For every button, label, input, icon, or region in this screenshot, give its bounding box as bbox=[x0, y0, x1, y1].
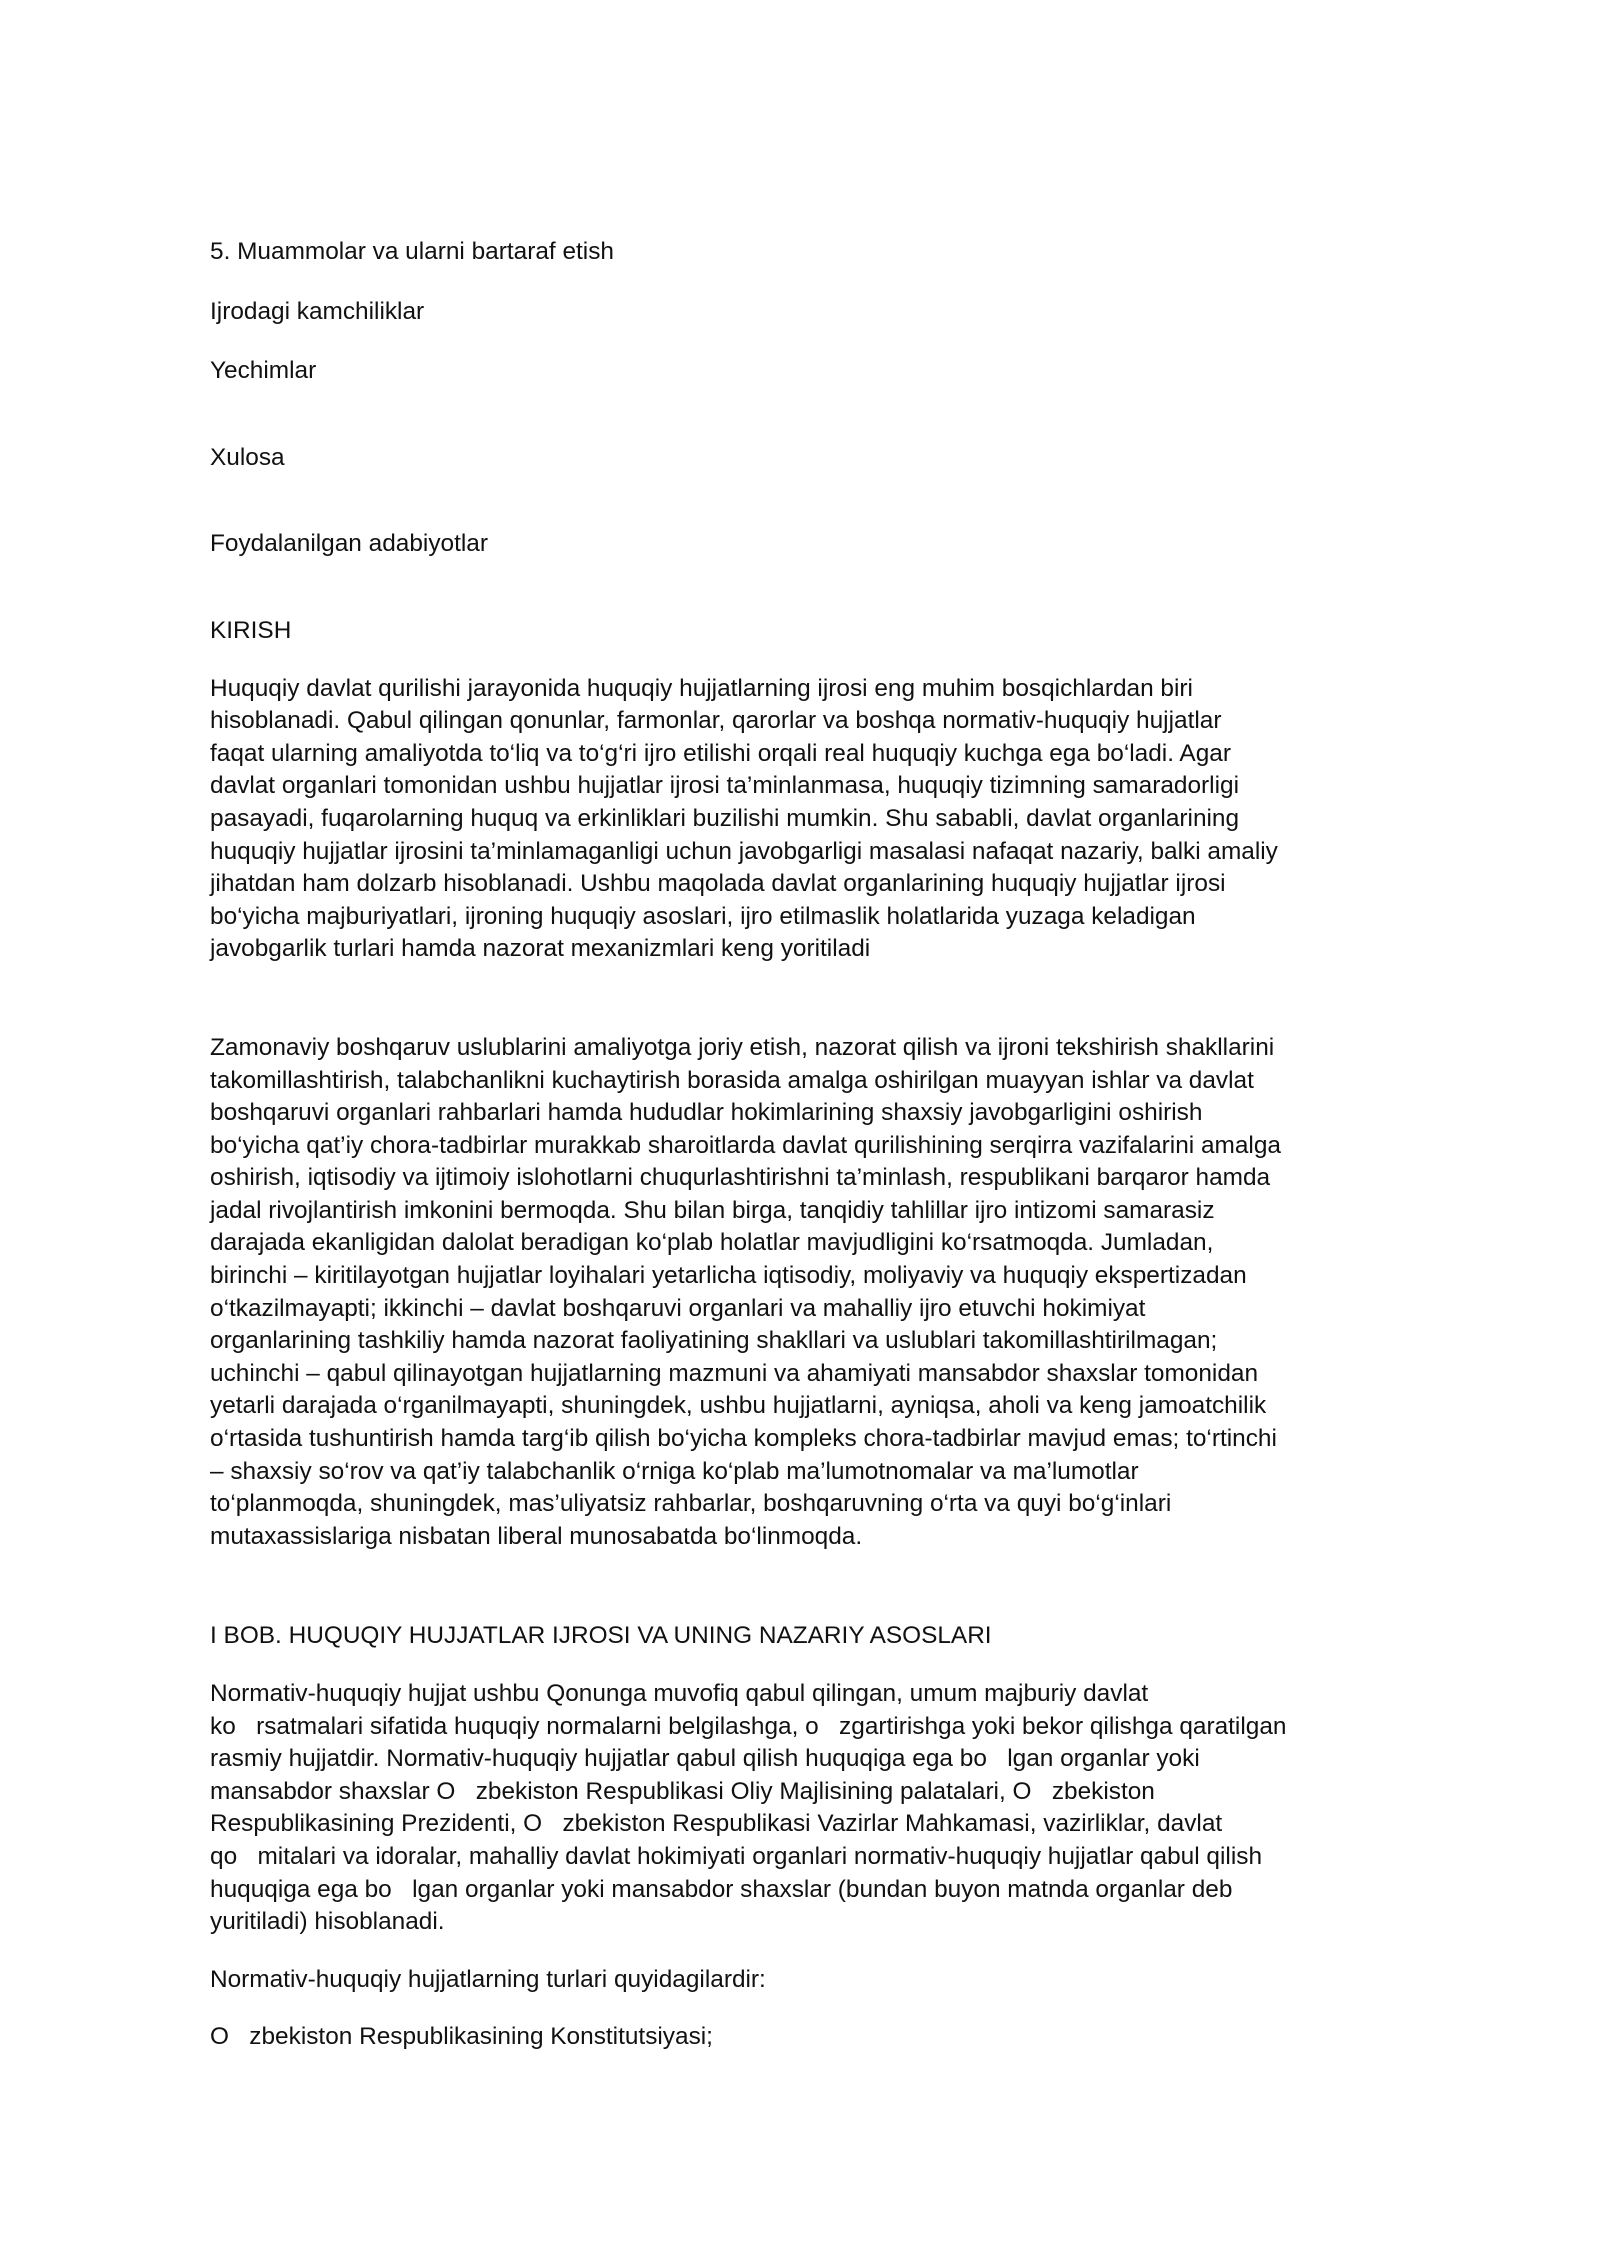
text-line: takomillashtirish, talabchanlikni kuchaytirish borasida amalga oshirilgan muayyan ishlar va davlat bbox=[210, 1066, 1254, 1094]
text-line: Respublikasining Prezidenti, O zbekiston Respublikasi Vazirlar Mahkamasi, vazirliklar, davlat bbox=[210, 1810, 1223, 1838]
toc-item-shortcomings: Ijrodagi kamchiliklar bbox=[210, 297, 425, 325]
text-line: huquqiy hujjatlar ijrosini ta’minlamaganligi uchun javobgarligi masalasi nafaqat nazariy, balki amaliy bbox=[210, 837, 1278, 865]
text-line: o‘rtasida tushuntirish hamda targ‘ib qilish bo‘yicha kompleks chora-tadbirlar mavjud emas; to‘rtinchi bbox=[210, 1425, 1277, 1453]
chapter-1-paragraph-1 bbox=[210, 1678, 1410, 1939]
text-line: o‘tkazilmayapti; ikkinchi – davlat boshqaruvi organlari va mahalliy ijro etuvchi hokimiyat bbox=[210, 1294, 1146, 1322]
text-line: faqat ularning amaliyotda to‘liq va to‘g‘ri ijro etilishi orqali real huquqiy kuchga ega bo‘ladi. Agar bbox=[210, 739, 1231, 767]
chapter-1-heading: I BOB. HUQUQIY HUJJATLAR IJROSI VA UNING NAZARIY ASOSLARI bbox=[210, 1622, 992, 1650]
text-line: javobgarlik turlari hamda nazorat mexanizmlari keng yoritiladi bbox=[210, 935, 871, 963]
text-line: ko rsatmalari sifatida huquqiy normalarni belgilashga, o zgartirishga yoki bekor qilishga qaratilgan bbox=[210, 1712, 1287, 1740]
text-line: yuritiladi) hisoblanadi. bbox=[210, 1908, 445, 1936]
text-line: jadal rivojlantirish imkonini bermoqda. Shu bilan birga, tanqidiy tahlillar ijro intizomi samarasiz bbox=[210, 1196, 1215, 1224]
text-line: rasmiy hujjatdir. Normativ-huquqiy hujjatlar qabul qilish huquqiga ega bo lgan organlar yoki bbox=[210, 1745, 1200, 1773]
text-line: Zamonaviy boshqaruv uslublarini amaliyotga joriy etish, nazorat qilish va ijroni tekshirish shakllarini bbox=[210, 1033, 1275, 1061]
text-line: hisoblanadi. Qabul qilingan qonunlar, farmonlar, qarorlar va boshqa normativ-huquqiy hujjatlar bbox=[210, 707, 1222, 735]
text-line: jihatdan ham dolzarb hisoblanadi. Ushbu maqolada davlat organlarining huquqiy hujjatlar ijrosi bbox=[210, 870, 1226, 898]
text-line: yetarli darajada o‘rganilmayapti, shuningdek, ushbu hujjatlarni, ayniqsa, aholi va keng jamoatchilik bbox=[210, 1392, 1267, 1420]
toc-item-solutions: Yechimlar bbox=[210, 357, 317, 385]
text-line: organlarining tashkiliy hamda nazorat faoliyatining shakllari va uslublari takomillashtirilmagan; bbox=[210, 1327, 1218, 1355]
text-line: boshqaruvi organlari rahbarlari hamda hududlar hokimlarining shaxsiy javobgarligini oshirish bbox=[210, 1099, 1203, 1127]
types-intro: Normativ-huquqiy hujjatlarning turlari quyidagilardir: bbox=[210, 1965, 766, 1993]
text-line: uchinchi – qabul qilinayotgan hujjatlarning mazmuni va ahamiyati mansabdor shaxslar tomonidan bbox=[210, 1359, 1259, 1387]
types-item-constitution: O zbekiston Respublikasining Konstitutsiyasi; bbox=[210, 2023, 713, 2051]
text-line: davlat organlari tomonidan ushbu hujjatlar ijrosi ta’minlanmasa, huquqiy tizimning samaradorligi bbox=[210, 772, 1240, 800]
intro-paragraph-1 bbox=[210, 673, 1410, 966]
text-line: mutaxassislariga nisbatan liberal munosabatda bo‘linmoqda. bbox=[210, 1522, 863, 1550]
text-line: Normativ-huquqiy hujjat ushbu Qonunga muvofiq qabul qilingan, umum majburiy davlat bbox=[210, 1680, 1149, 1707]
toc-item-problems: 5. Muammolar va ularni bartaraf etish bbox=[210, 238, 614, 265]
text-line: bo‘yicha qat’iy chora-tadbirlar murakkab sharoitlarda davlat qurilishining serqirra vazifalarini amalga bbox=[210, 1131, 1281, 1159]
text-line: – shaxsiy so‘rov va qat’iy talabchanlik o‘rniga ko‘plab ma’lumotnomalar va ma’lumotlar bbox=[210, 1457, 1139, 1485]
text-line: bo‘yicha majburiyatlari, ijroning huquqiy asoslari, ijro etilmaslik holatlarida yuzaga keladigan bbox=[210, 902, 1196, 930]
text-line: birinchi – kiritilayotgan hujjatlar loyihalari yetarlicha iqtisodiy, moliyaviy va huquqiy ekspertizadan bbox=[210, 1262, 1247, 1290]
toc-item-references: Foydalanilgan adabiyotlar bbox=[210, 530, 488, 558]
intro-paragraph-2 bbox=[210, 1032, 1410, 1554]
text-line: oshirish, iqtisodiy va ijtimoiy islohotlarni chuqurlashtirishni ta’minlash, respublikani barqaror hamda bbox=[210, 1164, 1271, 1192]
text-line: darajada ekanligidan dalolat beradigan ko‘plab holatlar mavjudligini ko‘rsatmoqda. Jumladan, bbox=[210, 1229, 1214, 1257]
toc-item-conclusion: Xulosa bbox=[210, 443, 285, 471]
text-line: mansabdor shaxslar O zbekiston Respublikasi Oliy Majlisining palatalari, O zbekiston bbox=[210, 1777, 1155, 1805]
text-line: pasayadi, fuqarolarning huquq va erkinliklari buzilishi mumkin. Shu sababli, davlat organlarining bbox=[210, 804, 1240, 832]
text-line: huquqiga ega bo lgan organlar yoki mansabdor shaxslar (bundan buyon matnda organlar deb bbox=[210, 1875, 1233, 1903]
text-line: qo mitalari va idoralar, mahalliy davlat hokimiyati organlari normativ-huquqiy hujjatlar qabul qilish bbox=[210, 1842, 1263, 1870]
text-line: Huquqiy davlat qurilishi jarayonida huquqiy hujjatlarning ijrosi eng muhim bosqichlardan biri bbox=[210, 674, 1193, 702]
intro-heading: KIRISH bbox=[210, 616, 292, 644]
text-line: to‘planmoqda, shuningdek, mas’uliyatsiz rahbarlar, boshqaruvning o‘rta va quyi bo‘g‘inlari bbox=[210, 1490, 1172, 1518]
document-content bbox=[210, 236, 1410, 2054]
